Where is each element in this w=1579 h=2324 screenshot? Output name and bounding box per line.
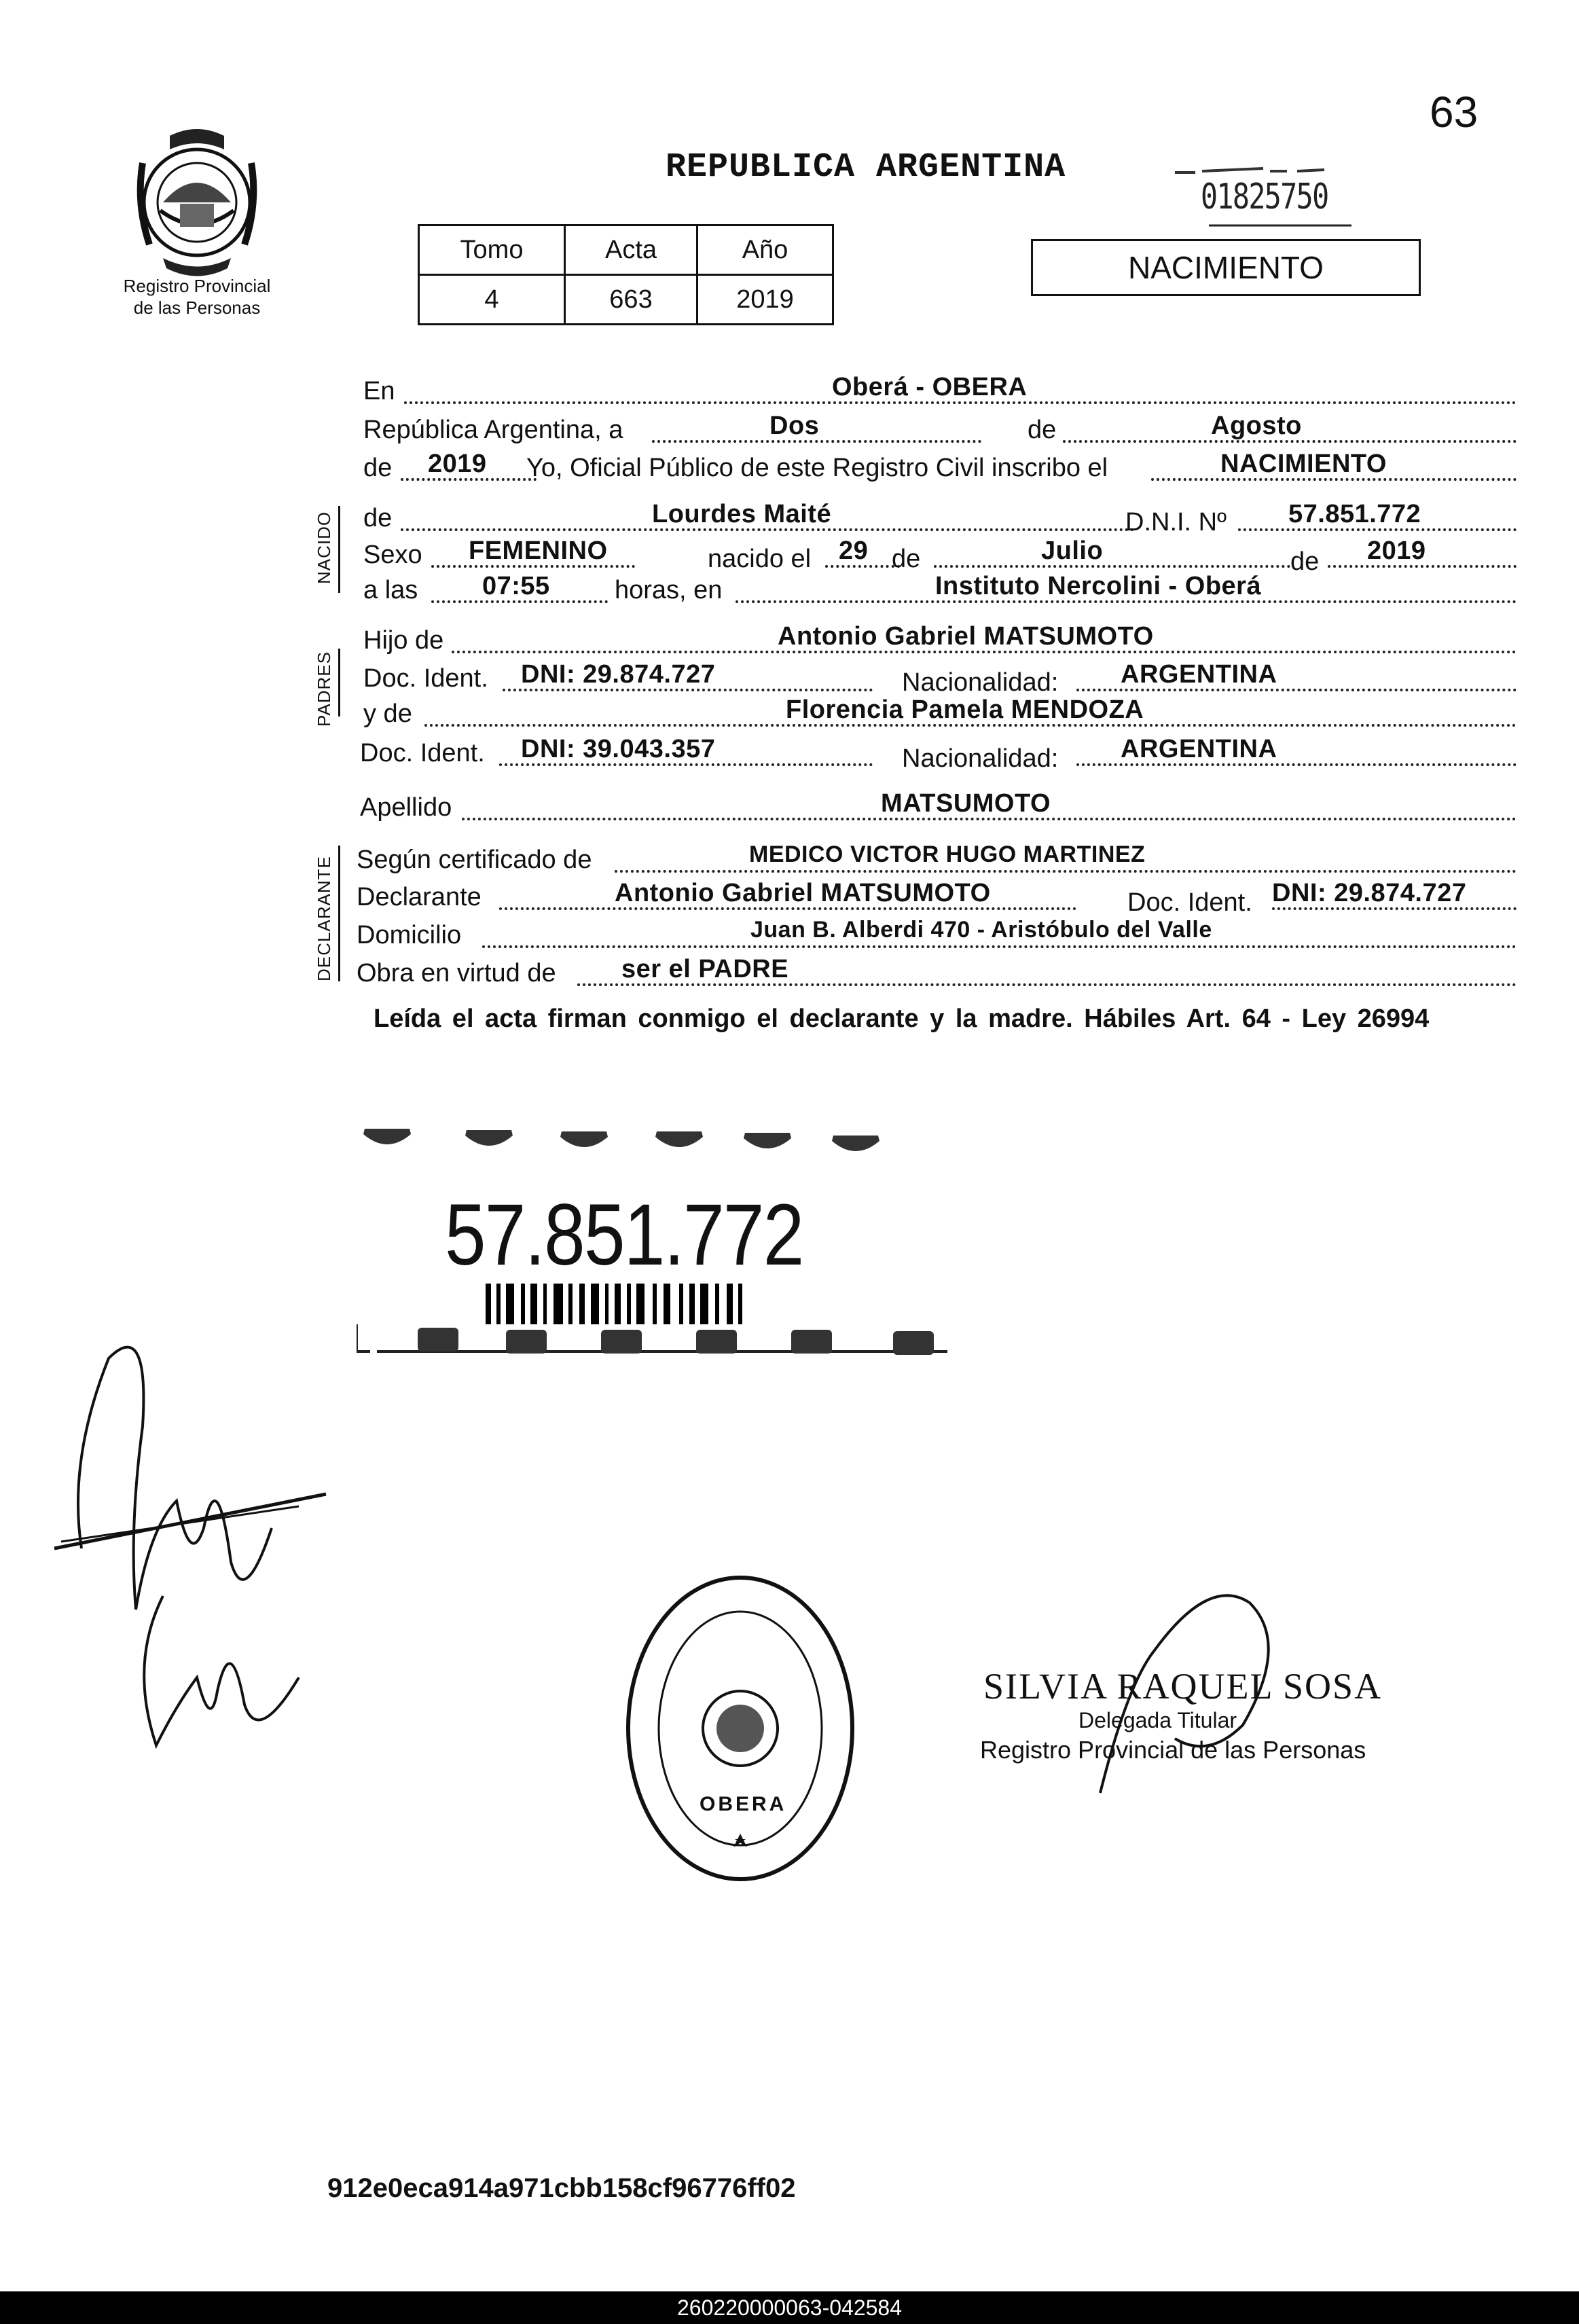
oval-seal-bottom-text: OBERA (700, 1793, 787, 1815)
sexo-label: Sexo (363, 541, 422, 569)
official-statement: Yo, Oficial Público de este Registro Civil inscribo el (526, 454, 1108, 482)
oval-seal-top-text (659, 1610, 822, 1680)
line-father-doc (363, 660, 1477, 697)
child-sex: FEMENINO (469, 537, 608, 565)
bracket-padres (338, 649, 344, 716)
certificado-label: Según certificado de (357, 846, 592, 874)
table-header-ano: Año (697, 225, 833, 275)
y-de-label: y de (363, 700, 412, 728)
line-republica (363, 412, 1477, 447)
document-hash: 912e0eca914a971cbb158cf96776ff02 (327, 2173, 796, 2203)
table-header-row (419, 225, 833, 275)
record-type-box: NACIMIENTO (1031, 239, 1421, 296)
nacido-label: nacido el (708, 545, 812, 573)
province-seal (115, 122, 278, 285)
de-label: de (892, 545, 921, 573)
de-label: de (363, 504, 393, 532)
footer-code: 260220000063-042584 (677, 2295, 902, 2320)
registry-caption (81, 275, 312, 319)
nacionalidad-label: Nacionalidad: (902, 744, 1059, 773)
dotted-leader (482, 944, 1517, 948)
registration-day: Dos (769, 412, 820, 440)
official-registry: Registro Provincial de las Personas (980, 1736, 1366, 1764)
father-name: Antonio Gabriel MATSUMOTO (778, 622, 1154, 651)
mother-name: Florencia Pamela MENDOZA (786, 695, 1144, 724)
de-label: de (363, 454, 393, 482)
oval-seal-text (618, 1569, 863, 1888)
dotted-leader (1272, 906, 1517, 910)
page-number: 63 (1430, 88, 1478, 137)
mother-doc: DNI: 39.043.357 (521, 735, 716, 763)
domicilio-label: Domicilio (357, 921, 462, 949)
doc-label: Doc. Ident. (1127, 888, 1252, 917)
en-label: En (363, 377, 395, 405)
line-obra (357, 955, 1477, 990)
declarante-label: Declarante (357, 883, 482, 911)
side-label-declarante: DECLARANTE (314, 856, 334, 981)
barcode-bars (486, 1284, 742, 1324)
table-value-ano: 2019 (697, 275, 833, 325)
registry-caption-line1: Registro Provincial (123, 276, 271, 296)
tomo-acta-ano-table (418, 224, 834, 325)
birth-time: 07:55 (482, 572, 550, 600)
surname: MATSUMOTO (881, 789, 1051, 818)
birth-place: Instituto Nercolini - Oberá (935, 572, 1262, 600)
registration-year: 2019 (428, 450, 487, 478)
de-label: de (1290, 547, 1320, 576)
republica-label: República Argentina, a (363, 416, 623, 444)
table-value-acta: 663 (565, 275, 697, 325)
line-name (363, 500, 1477, 537)
certifying-doctor: MEDICO VICTOR HUGO MARTINEZ (749, 841, 1146, 867)
father-nationality: ARGENTINA (1121, 660, 1277, 689)
line-mother (363, 695, 1477, 731)
doc-label: Doc. Ident. (360, 739, 485, 767)
official-name: SILVIA RAQUEL SOSA (983, 1666, 1383, 1707)
line-sexo (363, 537, 1477, 576)
side-label-nacido: NACIDO (314, 511, 334, 584)
official-role: Delegada Titular (1078, 1708, 1237, 1732)
dni-label: D.N.I. Nº (1125, 508, 1227, 537)
declarant-address: Juan B. Alberdi 470 - Aristóbulo del Valle (750, 917, 1212, 943)
document-title: REPUBLICA ARGENTINA (666, 148, 1066, 187)
line-hora (363, 572, 1477, 607)
mother-nationality: ARGENTINA (1121, 735, 1277, 763)
table-value-tomo: 4 (419, 275, 565, 325)
legal-text: Leída el acta firman conmigo el declarante y la madre. Hábiles Art. 64 - Ley 26994 (374, 1004, 1430, 1033)
birth-month: Julio (1041, 537, 1104, 565)
obra-label: Obra en virtud de (357, 959, 556, 987)
line-father (363, 622, 1477, 657)
bracket-nacido (338, 506, 344, 593)
dotted-leader (615, 869, 1517, 873)
line-mother-doc (360, 735, 1477, 773)
nacionalidad-label: Nacionalidad: (902, 668, 1059, 697)
birth-year: 2019 (1367, 537, 1426, 565)
declarant-doc: DNI: 29.874.727 (1272, 879, 1467, 907)
line-declarante (357, 879, 1477, 917)
child-dni: 57.851.772 (1288, 500, 1421, 528)
footer-code-bar (0, 2291, 1579, 2324)
inscribed-act: NACIMIENTO (1220, 450, 1387, 478)
line-domicilio (357, 917, 1477, 952)
registration-month: Agosto (1211, 412, 1302, 440)
father-doc: DNI: 29.874.727 (521, 660, 716, 689)
place-of-registration: Oberá - OBERA (832, 373, 1028, 401)
declarant-name: Antonio Gabriel MATSUMOTO (615, 879, 991, 907)
de-label: de (1028, 416, 1057, 444)
bracket-declarante (338, 846, 344, 981)
side-label-padres: PADRES (314, 651, 334, 727)
birth-day: 29 (839, 537, 869, 565)
doc-label: Doc. Ident. (363, 664, 488, 693)
horas-label: horas, en (615, 576, 723, 604)
line-year (363, 450, 1477, 485)
a-las-label: a las (363, 576, 418, 604)
serial-number: 01825750 (1201, 177, 1328, 217)
child-name: Lourdes Maité (652, 500, 832, 528)
table-value-row (419, 275, 833, 325)
table-header-acta: Acta (565, 225, 697, 275)
declarant-relationship: ser el PADRE (621, 955, 789, 983)
hijo-label: Hijo de (363, 626, 444, 655)
line-apellido (360, 789, 1477, 824)
declarant-signature (41, 1324, 340, 1813)
apellido-label: Apellido (360, 793, 452, 822)
registry-caption-line2: de las Personas (133, 297, 261, 318)
line-en (363, 373, 1477, 408)
dotted-leader (934, 564, 1290, 568)
line-certificado (357, 841, 1477, 877)
dni-stamp-number: 57.851.772 (445, 1186, 803, 1284)
table-header-tomo: Tomo (419, 225, 565, 275)
